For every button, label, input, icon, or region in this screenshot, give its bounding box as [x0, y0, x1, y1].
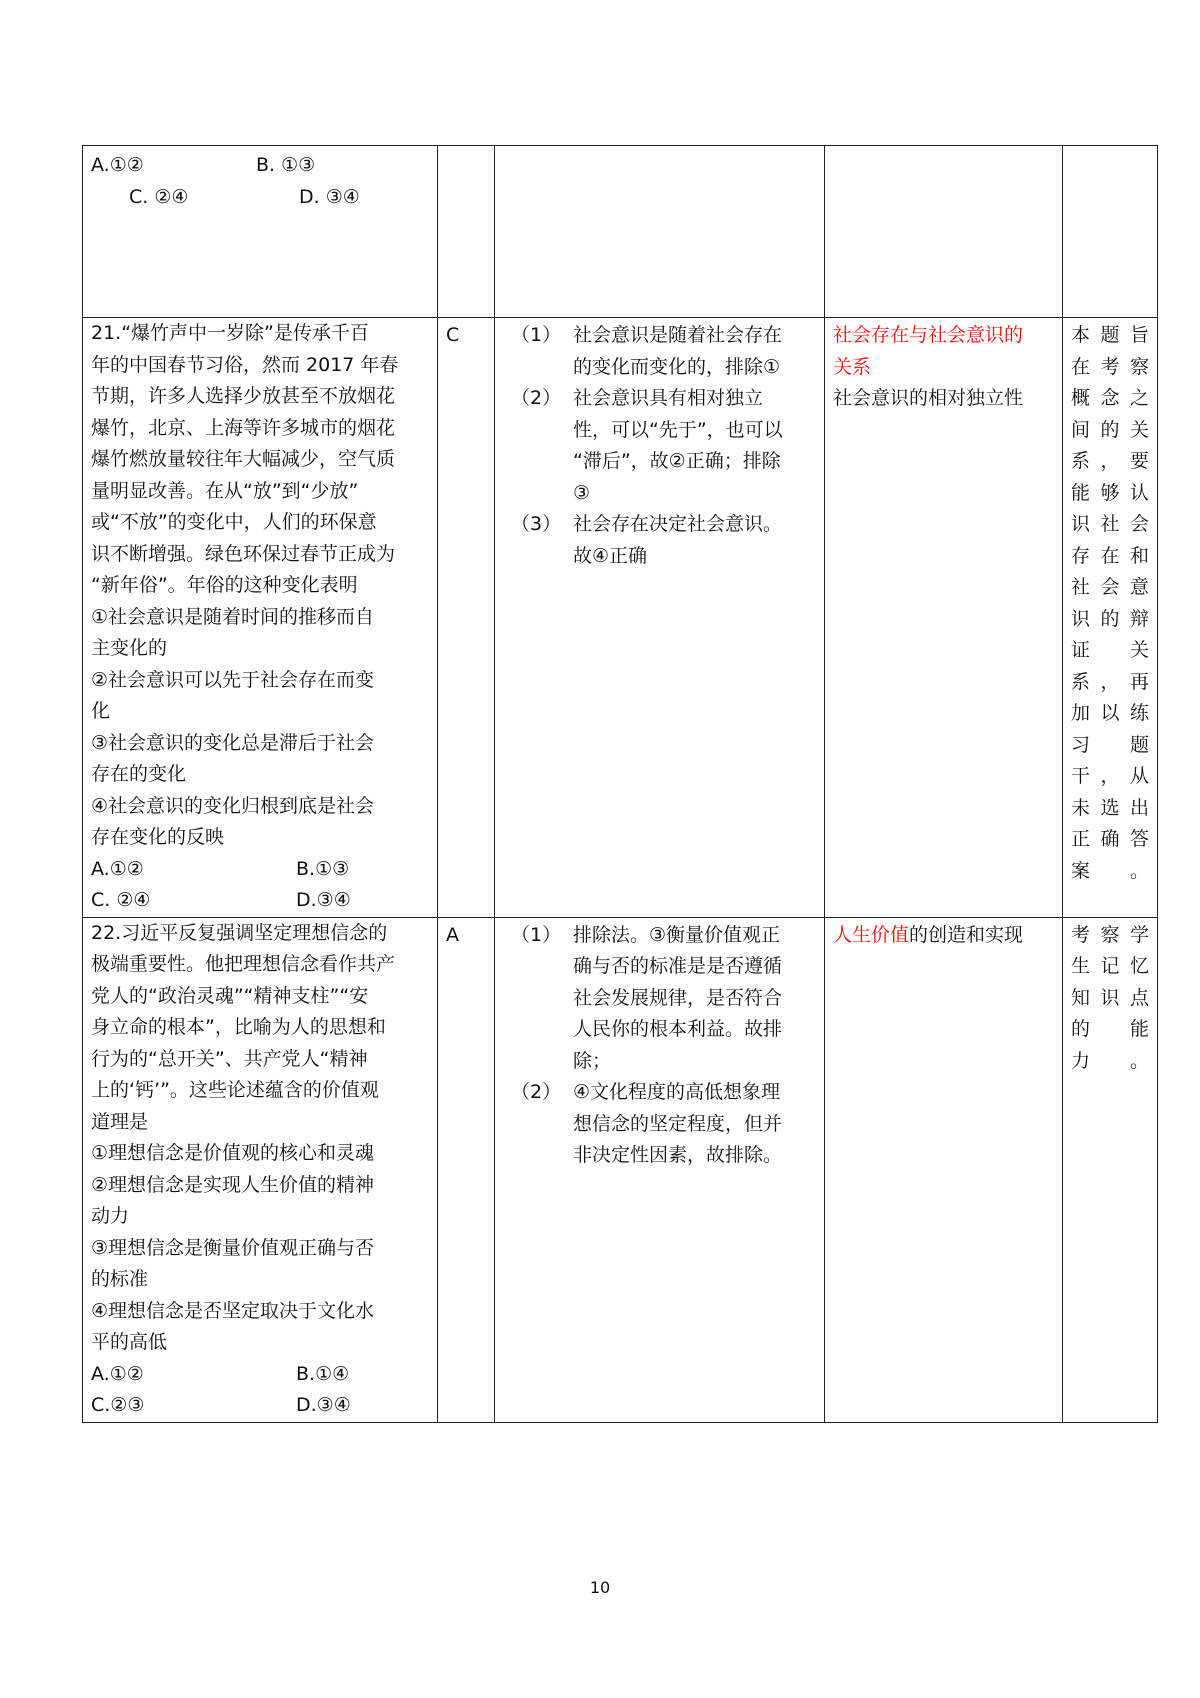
step-text-line: 的变化而变化的，排除①: [573, 355, 781, 378]
answer-table: [82, 145, 1158, 1423]
option-a: A.①②: [91, 154, 144, 176]
purpose-21-line: 案。: [1071, 859, 1149, 882]
question-21-line: 节期，许多人选择少放甚至不放烟花: [91, 385, 396, 407]
analysis-21-step: [503, 383, 816, 509]
purpose-21-line: 存在和: [1071, 544, 1149, 567]
step-number: （1）: [511, 923, 562, 946]
step-text-line: 社会存在决定社会意识。: [573, 513, 783, 535]
question-22-line: 的标准: [91, 1268, 149, 1290]
question-21-line: 爆竹，北京、上海等许多城市的烟花: [91, 416, 396, 439]
question-21-cell: [83, 318, 438, 918]
purpose-22-text: [1071, 920, 1149, 1078]
option-b: B. ①③: [256, 154, 316, 176]
question-21-line: ②社会意识可以先于社会存在而变: [91, 668, 375, 691]
option-a: A.①②: [91, 1362, 144, 1385]
step-text-line: 确与否的标准是是否遵循: [573, 955, 783, 977]
step-text-line: 社会意识具有相对独立: [573, 387, 764, 409]
purpose-22-line: 考察学: [1071, 923, 1149, 946]
purpose-21-cell: [1063, 318, 1158, 918]
knowledge-21-red-line-2: 关系: [833, 355, 872, 378]
purpose-21-line: 干，从: [1071, 765, 1149, 787]
step-text-line: “滞后”，故②正确；排除: [573, 450, 781, 472]
step-number: （2）: [511, 1081, 562, 1103]
options-line-2: [91, 885, 429, 917]
option-d: D.③④: [296, 1394, 351, 1416]
step-text-line: 排除法。③衡量价值观正: [573, 923, 781, 946]
question-22-line: 行为的“总开关”、共产党人“精神: [91, 1047, 368, 1070]
answer-21-cell: [438, 318, 495, 918]
analysis-21-step: [503, 320, 816, 383]
table-row-q22: [83, 917, 1158, 1422]
option-c: C.②③: [91, 1394, 145, 1416]
question-22-line: ①理想信念是价值观的核心和灵魂: [91, 1142, 375, 1164]
question-21-line: ③社会意识的变化总是滞后于社会: [91, 731, 375, 754]
analysis-21-cell: [495, 318, 825, 918]
table-row-q21: [83, 318, 1158, 918]
step-text: [573, 383, 816, 509]
purpose-22-line: 知识点: [1071, 986, 1149, 1009]
purpose-cell: [1063, 146, 1158, 318]
purpose-21-line: 证 关: [1071, 639, 1149, 661]
analysis-22-step: [503, 1077, 816, 1172]
option-d: D.③④: [296, 889, 351, 911]
option-b: B.①④: [296, 1362, 350, 1385]
analysis-22-steps: [503, 920, 816, 1172]
purpose-21-line: 系，要: [1071, 450, 1149, 472]
step-text: [573, 1077, 816, 1172]
answer-21: C: [446, 324, 460, 346]
purpose-21-line: 习 题: [1071, 733, 1149, 756]
analysis-22-step: [503, 920, 816, 1078]
step-text-line: ③: [573, 481, 591, 504]
purpose-21-line: 能够认: [1071, 481, 1149, 504]
analysis-21-step: [503, 509, 816, 572]
question-21-line: 存在变化的反映: [91, 826, 225, 848]
options-line-2: [91, 182, 429, 214]
option-c: C. ②④: [91, 889, 151, 911]
question-22-line: ④理想信念是否坚定取决于文化水: [91, 1299, 375, 1322]
purpose-21-line: 加以练: [1071, 702, 1149, 724]
question-22-line: ②理想信念是实现人生价值的精神: [91, 1173, 375, 1196]
step-text: [573, 920, 816, 1078]
knowledge-cell: [825, 146, 1063, 318]
purpose-21-line: 识的辩: [1071, 607, 1149, 630]
step-text-line: 社会发展规律，是否符合: [573, 986, 783, 1009]
question-21-line: ①社会意识是随着时间的推移而自: [91, 605, 375, 628]
step-text-line: 性，可以“先于”，也可以: [573, 418, 783, 441]
question-22-line: ③理想信念是衡量价值观正确与否: [91, 1236, 375, 1259]
step-text-line: 社会意识是随着社会存在: [573, 324, 783, 346]
question-22-line: 党人的“政治灵魂”“精神支柱”“安: [91, 984, 369, 1007]
purpose-21-line: 间的关: [1071, 418, 1149, 441]
purpose-21-line: 正确答: [1071, 828, 1149, 850]
purpose-22-line: 力。: [1071, 1049, 1149, 1072]
knowledge-21-black: 社会意识的相对独立性: [833, 387, 1024, 409]
question-21-text: [91, 318, 429, 854]
step-text-line: ④文化程度的高低想象理: [573, 1081, 781, 1103]
knowledge-22-cell: [825, 917, 1063, 1422]
analysis-22-cell: [495, 917, 825, 1422]
question-21-line: ④社会意识的变化归根到底是社会: [91, 794, 375, 817]
question-21-line: 化: [91, 700, 111, 722]
answer-22: A: [446, 923, 459, 946]
step-text: [573, 320, 816, 383]
purpose-21-line: 本题旨: [1071, 324, 1149, 346]
options-line-1: [91, 150, 429, 182]
option-d: D. ③④: [299, 185, 360, 208]
answer-cell: [438, 146, 495, 318]
question-22-line: 道理是: [91, 1110, 149, 1133]
question-cell: [83, 146, 438, 318]
knowledge-22-red: 人生价值: [833, 923, 910, 946]
knowledge-22-black: 的创造和实现: [909, 923, 1024, 946]
knowledge-21-cell: [825, 318, 1063, 918]
page-number: 10: [589, 1578, 611, 1597]
step-text-line: 故④正确: [573, 544, 648, 567]
purpose-21-line: 系，再: [1071, 670, 1149, 693]
step-text-line: 除；: [573, 1049, 612, 1072]
question-22-line: 极端重要性。他把理想信念看作共产: [91, 953, 396, 975]
question-21-line: 年的中国春节习俗，然而 2017 年春: [91, 353, 399, 376]
step-number: （2）: [511, 387, 562, 409]
question-21-line: 21.“爆竹声中一岁除”是传承千百: [91, 322, 369, 344]
purpose-22-cell: [1063, 917, 1158, 1422]
question-21-line: 爆竹燃放量较往年大幅减少，空气质: [91, 448, 396, 470]
step-number: （1）: [511, 324, 562, 346]
question-21-line: “新年俗”。年俗的这种变化表明: [91, 574, 358, 596]
question-21-line: 主变化的: [91, 637, 168, 659]
purpose-22-line: 生记忆: [1071, 955, 1149, 977]
answer-22-cell: [438, 917, 495, 1422]
question-22-line: 22.习近平反复强调坚定理想信念的: [91, 921, 388, 944]
purpose-21-line: 概念之: [1071, 387, 1149, 409]
purpose-22-line: 的 能: [1071, 1018, 1149, 1040]
options-line-1: [91, 854, 429, 886]
option-b: B.①③: [296, 857, 350, 880]
step-number: （3）: [511, 513, 562, 535]
question-21-line: 量明显改善。在从“放”到“少放”: [91, 479, 359, 502]
question-21-line: 存在的变化: [91, 763, 187, 785]
purpose-21-line: 未选出: [1071, 796, 1149, 819]
question-22-text: [91, 918, 429, 1359]
option-c: C. ②④: [129, 185, 189, 208]
options-line-2: [91, 1390, 429, 1422]
question-22-line: 平的高低: [91, 1331, 168, 1353]
knowledge-22-text: [833, 920, 1054, 952]
analysis-21-steps: [503, 320, 816, 572]
step-text-line: 人民你的根本利益。故排: [573, 1018, 783, 1040]
step-text-line: 想信念的坚定程度，但并: [573, 1112, 783, 1135]
purpose-21-line: 在考察: [1071, 355, 1149, 378]
knowledge-21-red-line-1: 社会存在与社会意识的: [833, 324, 1024, 346]
purpose-21-text: [1071, 320, 1149, 887]
options-line-1: [91, 1359, 429, 1391]
question-21-line: 识不断增强。绿色环保过春节正成为: [91, 542, 396, 565]
question-22-line: 身立命的根本”，比喻为人的思想和: [91, 1016, 386, 1038]
purpose-21-line: 社会意: [1071, 576, 1149, 598]
question-22-line: 上的‘钙’”。这些论述蕴含的价值观: [91, 1079, 379, 1101]
step-text-line: 非决定性因素，故排除。: [573, 1144, 783, 1166]
purpose-21-line: 识社会: [1071, 513, 1149, 535]
question-22-line: 动力: [91, 1205, 130, 1227]
step-text: [573, 509, 816, 572]
question-21-line: 或“不放”的变化中，人们的环保意: [91, 511, 377, 533]
option-a: A.①②: [91, 857, 144, 880]
analysis-cell: [495, 146, 825, 318]
table-row-continuation: [83, 146, 1158, 318]
question-22-cell: [83, 917, 438, 1422]
